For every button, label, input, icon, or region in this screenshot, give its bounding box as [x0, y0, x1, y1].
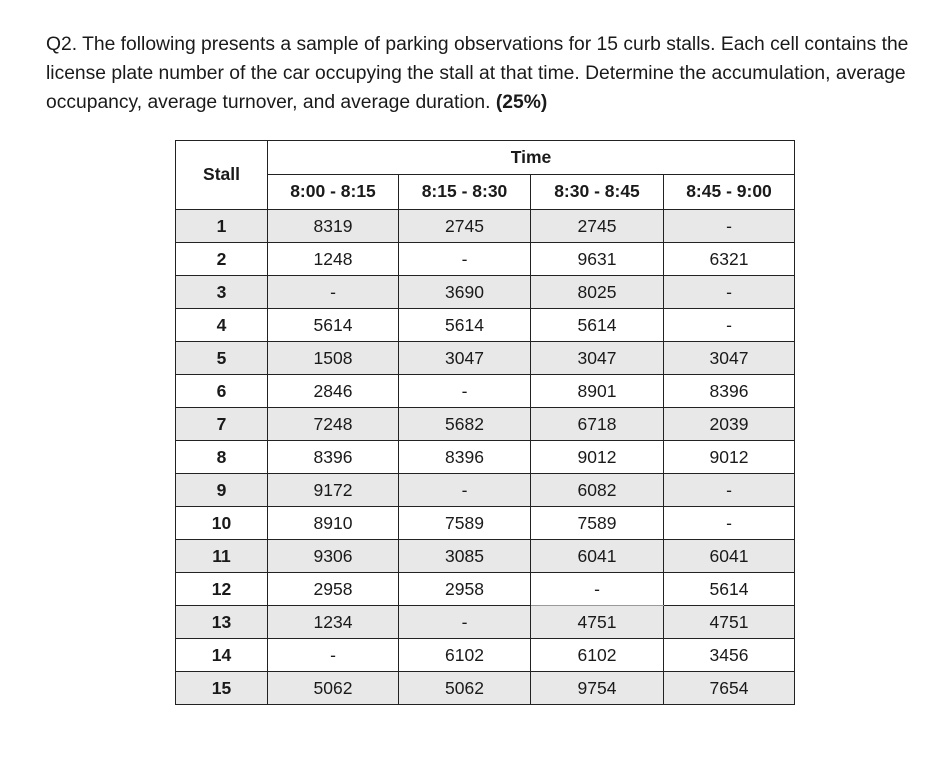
- plate-cell: 6082: [531, 474, 664, 507]
- plate-cell: 3047: [399, 342, 531, 375]
- stall-number: 12: [176, 573, 268, 606]
- plate-cell: 5062: [399, 672, 531, 705]
- stall-number: 5: [176, 342, 268, 375]
- stall-number: 6: [176, 375, 268, 408]
- plate-cell: 5614: [268, 309, 399, 342]
- table-row: [176, 672, 795, 705]
- stall-column-header: Stall: [176, 141, 268, 210]
- stall-number: 4: [176, 309, 268, 342]
- plate-cell: 9012: [664, 441, 795, 474]
- plate-cell: 9631: [531, 243, 664, 276]
- table-row: [176, 243, 795, 276]
- time-header: Time: [268, 141, 795, 175]
- plate-cell: -: [664, 210, 795, 243]
- plate-cell: -: [399, 243, 531, 276]
- plate-cell: 7589: [399, 507, 531, 540]
- stall-number: 2: [176, 243, 268, 276]
- question-text-block: [46, 30, 941, 117]
- plate-cell: 7589: [531, 507, 664, 540]
- stall-number: 8: [176, 441, 268, 474]
- plate-cell: -: [664, 276, 795, 309]
- table-row: [176, 375, 795, 408]
- plate-cell: 2039: [664, 408, 795, 441]
- plate-cell: 3047: [664, 342, 795, 375]
- plate-cell: -: [664, 507, 795, 540]
- table-body: [176, 210, 795, 705]
- interval-header: 8:30 - 8:45: [531, 174, 664, 209]
- table-row: [176, 573, 795, 606]
- plate-cell: 5682: [399, 408, 531, 441]
- plate-cell: 9012: [531, 441, 664, 474]
- plate-cell: 8901: [531, 375, 664, 408]
- plate-cell: 2745: [531, 210, 664, 243]
- interval-header: 8:45 - 9:00: [664, 174, 795, 209]
- interval-header: 8:00 - 8:15: [268, 174, 399, 209]
- plate-cell: -: [664, 309, 795, 342]
- stall-number: 13: [176, 606, 268, 639]
- plate-cell: 9754: [531, 672, 664, 705]
- plate-cell: 8910: [268, 507, 399, 540]
- plate-cell: 4751: [531, 606, 664, 639]
- table-row: [176, 606, 795, 639]
- plate-cell: 5614: [531, 309, 664, 342]
- plate-cell: -: [268, 276, 399, 309]
- stall-number: 15: [176, 672, 268, 705]
- plate-cell: 6041: [531, 540, 664, 573]
- parking-observations-table: [175, 140, 795, 705]
- plate-cell: 1234: [268, 606, 399, 639]
- table-row: [176, 342, 795, 375]
- plate-cell: 3456: [664, 639, 795, 672]
- plate-cell: 2846: [268, 375, 399, 408]
- plate-cell: 6102: [531, 639, 664, 672]
- interval-header: 8:15 - 8:30: [399, 174, 531, 209]
- plate-cell: 9172: [268, 474, 399, 507]
- plate-cell: 6041: [664, 540, 795, 573]
- plate-cell: -: [664, 474, 795, 507]
- stall-number: 3: [176, 276, 268, 309]
- stall-number: 11: [176, 540, 268, 573]
- plate-cell: 2958: [399, 573, 531, 606]
- plate-cell: 3690: [399, 276, 531, 309]
- plate-cell: 7248: [268, 408, 399, 441]
- question-weight: (25%): [495, 92, 548, 113]
- plate-cell: 8025: [531, 276, 664, 309]
- plate-cell: 8319: [268, 210, 399, 243]
- stall-number: 14: [176, 639, 268, 672]
- plate-cell: 4751: [664, 606, 795, 639]
- table-row: [176, 276, 795, 309]
- plate-cell: 2745: [399, 210, 531, 243]
- table-row: [176, 309, 795, 342]
- plate-cell: -: [399, 606, 531, 639]
- plate-cell: 8396: [268, 441, 399, 474]
- plate-cell: 9306: [268, 540, 399, 573]
- plate-cell: -: [531, 573, 664, 606]
- table-row: [176, 507, 795, 540]
- plate-cell: 6718: [531, 408, 664, 441]
- plate-cell: 1508: [268, 342, 399, 375]
- stall-number: 7: [176, 408, 268, 441]
- table-row: [176, 474, 795, 507]
- plate-cell: 2958: [268, 573, 399, 606]
- plate-cell: -: [399, 474, 531, 507]
- stall-number: 1: [176, 210, 268, 243]
- question-text: Q2. The following presents a sample of parking observations for 15 curb stalls. Each cell contains the license plate number of the car occupying the stall at that time. Determine the accumulation, average occupancy, average turnover, and average duration.: [46, 34, 909, 113]
- plate-cell: -: [268, 639, 399, 672]
- plate-cell: 5614: [399, 309, 531, 342]
- plate-cell: 3047: [531, 342, 664, 375]
- plate-cell: 8396: [664, 375, 795, 408]
- plate-cell: 5062: [268, 672, 399, 705]
- stall-number: 9: [176, 474, 268, 507]
- plate-cell: -: [399, 375, 531, 408]
- plate-cell: 3085: [399, 540, 531, 573]
- stall-number: 10: [176, 507, 268, 540]
- plate-cell: 6102: [399, 639, 531, 672]
- plate-cell: 7654: [664, 672, 795, 705]
- plate-cell: 6321: [664, 243, 795, 276]
- plate-cell: 5614: [664, 573, 795, 606]
- plate-cell: 1248: [268, 243, 399, 276]
- table-row: [176, 639, 795, 672]
- table-row: [176, 210, 795, 243]
- table-row: [176, 441, 795, 474]
- table-row: [176, 408, 795, 441]
- plate-cell: 8396: [399, 441, 531, 474]
- table-row: [176, 540, 795, 573]
